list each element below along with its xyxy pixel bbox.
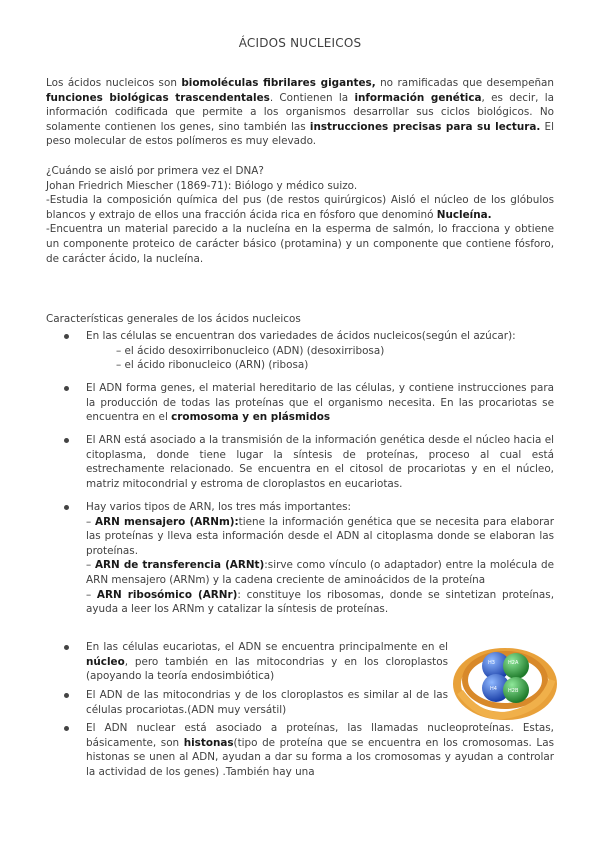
bullet-list (86, 640, 448, 684)
arn-types-intro: Hay varios tipos de ARN, los tres más importantes: (86, 501, 352, 513)
histone-h2a (503, 653, 529, 679)
intro-text: . Contienen la (269, 91, 355, 104)
sub-item-arn: – el ácido ribonucleico (ARN) (ribosa) (116, 359, 309, 372)
bullet-item: El ARN está asociado a la transmisión de la información genética desde el núcleo hacia el citoplasma, donde tiene lugar la síntesis de proteínas, proceso al cual está estrechamente relacionado. Se encuentra en el citosol de procariotas y en el núcleo, matriz mitocondrial y estroma de cloroplastos en eucariotas. (86, 434, 554, 490)
bullet-item (86, 500, 554, 617)
dash: – (86, 588, 97, 601)
bullet-item (86, 329, 554, 373)
intro-text: Los ácidos nucleicos son (46, 77, 182, 89)
bullet-list (86, 433, 554, 491)
history-question: ¿Cuándo se aisló por primera vez el DNA? (46, 165, 264, 177)
bullet-text: En las células se encuentran dos variedades de ácidos nucleicos(según el azúcar): (86, 330, 516, 342)
histone-label: H3 (488, 660, 495, 666)
history-paragraph-2: -Encuentra un material parecido a la nucleína en la esperma de salmón, lo fracciona y obtiene un componente proteico de carácter básico (protamina) y un componente que contiene fósforo, de carácter ácido, la nucleína. (46, 223, 554, 265)
intro-bold: instrucciones precisas para su lectura. (309, 120, 541, 133)
history-section (46, 164, 554, 266)
bullet-item: El ADN de las mitocondrias y de los cloroplastos es similar al de las células procariotas.(ADN muy versátil) (86, 689, 448, 716)
bullet-item (86, 640, 448, 684)
sub-item-adn: – el ácido desoxirribonucleico (ADN) (desoxirribosa) (116, 344, 385, 357)
arn-transferencia (86, 558, 554, 587)
intro-bold: biomoléculas fibrilares gigantes, (181, 77, 376, 89)
intro-text: El peso molecular de estos polímeros es muy elevado. (46, 120, 555, 148)
history-bold: Nucleína. (436, 208, 492, 221)
arn-term: ARN mensajero (ARNm): (95, 515, 239, 528)
bullet-list (86, 329, 554, 373)
intro-paragraph (46, 76, 554, 149)
intro-text: no ramificadas que desempeñan (375, 77, 554, 89)
histone-label: H4 (490, 686, 497, 692)
arn-description: : constituye los ribosomas, donde se sintetizan proteínas, ayuda a leer los ARNm y catalizar la síntesis de proteínas. (86, 588, 554, 616)
bullet-text: El ADN nuclear está asociado a proteínas, las llamadas nucleoproteínas. Estas, básicamente, son (86, 722, 554, 749)
nucleosome-illustration (452, 636, 558, 722)
bullet-item (86, 721, 554, 779)
bullet-bold: cromosoma y en plásmidos (171, 411, 331, 424)
dash: – (86, 559, 95, 572)
history-person: Johan Friedrich Miescher (1869-71): Biólogo y médico suizo. (46, 179, 358, 192)
arn-term: ARN ribosómico (ARNr) (96, 588, 238, 601)
arn-description: :sirve como vínculo (o adaptador) entre la molécula de ARN mensajero (ARNm) y la cadena creciente de aminoácidos de la proteína (86, 559, 554, 586)
characteristics-heading: Características generales de los ácidos nucleicos (46, 313, 301, 325)
intro-bold: información genética (354, 91, 482, 104)
history-text: -Estudia la composición química del pus (de restos quirúrgicos) Aisló el núcleo de los glóbulos blancos y extrajo de ellos una fracción ácida rica en fósforo que denominó (46, 194, 554, 221)
intro-text: , es decir, la información codificada que permite a los organismos desarrollar sus ciclos biológicos. No solamente contienen los genes, sino también las (46, 91, 555, 133)
bullet-text: (tipo de proteína que se encuentra en los cromosomas. Las histonas se unen al ADN, ayudan a dar su forma a los cromosomas y ayudan a controlar la actividad de los genes) .También hay una (86, 736, 554, 778)
bullet-list (86, 381, 554, 425)
histone-label: H2A (508, 660, 519, 666)
page-title: ÁCIDOS NUCLEICOS (238, 36, 362, 50)
arn-term: ARN de transferencia (ARNt) (94, 559, 265, 572)
bullet-item (86, 381, 554, 425)
bullet-bold: núcleo (86, 655, 125, 668)
bullet-text: En las células eucariotas, el ADN se encuentra principalmente en el (86, 641, 448, 653)
history-paragraph-1 (46, 193, 554, 222)
bullet-bold: histonas (183, 736, 234, 749)
arn-mensajero (86, 515, 554, 559)
histone-label: H2B (508, 688, 519, 694)
bullet-list (86, 688, 448, 717)
intro-bold: funciones biológicas trascendentales (46, 91, 270, 104)
arn-description: tiene la información genética que se necesita para elaborar las proteínas y lleva esta información desde el ADN al citoplasma donde se elaboran las proteínas. (86, 515, 554, 557)
bullet-list (86, 500, 554, 617)
bullet-text: , pero también en las mitocondrias y en los cloroplastos (apoyando la teoría endosimbiótica) (86, 655, 448, 683)
arn-ribosomico (86, 588, 554, 617)
bullet-text: El ADN forma genes, el material hereditario de las células, y contiene instrucciones para la producción de todas las proteínas que el organismo necesita. En las procariotas se encuentra en el (86, 382, 554, 424)
dash: – (86, 515, 96, 528)
bullet-list (86, 721, 554, 779)
